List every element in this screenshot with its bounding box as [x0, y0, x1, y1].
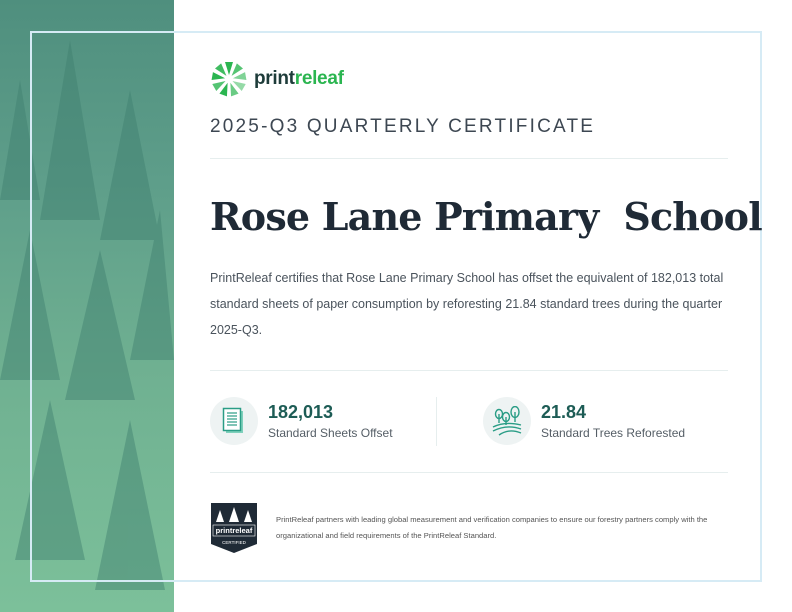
trees-icon [483, 397, 531, 445]
footer-disclaimer: PrintReleaf partners with leading global measurement and verification companies to ensure our forestry partners comply with the organizational and field requirements of the PrintReleaf Standard. [276, 515, 708, 540]
logo-text-releaf: releaf [294, 68, 344, 89]
recipient-name: Rose Lane Primary School [210, 194, 762, 239]
divider [210, 158, 728, 159]
printreleaf-certified-badge [210, 502, 258, 559]
divider [210, 370, 728, 371]
badge-logo-text: printreleaf [215, 526, 253, 535]
printreleaf-logo [210, 60, 344, 98]
sheets-value: 182,013 [268, 402, 334, 422]
badge-certified-text: CERTIFIED [222, 540, 246, 545]
stat-sheets-offset [210, 397, 393, 445]
stat-trees-reforested [483, 397, 685, 445]
certificate-body: PrintReleaf certifies that Rose Lane Primary School has offset the equivalent of 182,013 total standard sheets of paper consumption by reforesting 21.84 standard trees during the quarter 2025-Q3. [210, 271, 724, 337]
trees-value: 21.84 [541, 402, 587, 422]
logo-text-print: print [254, 68, 295, 89]
divider [210, 472, 728, 473]
sheets-label: Standard Sheets Offset [268, 426, 393, 440]
leaf-burst-icon [210, 60, 248, 98]
certificate-subtitle: 2025-Q3 QUARTERLY CERTIFICATE [210, 116, 596, 137]
stat-divider [436, 397, 437, 446]
paper-stack-icon [210, 397, 258, 445]
trees-label: Standard Trees Reforested [541, 426, 686, 440]
